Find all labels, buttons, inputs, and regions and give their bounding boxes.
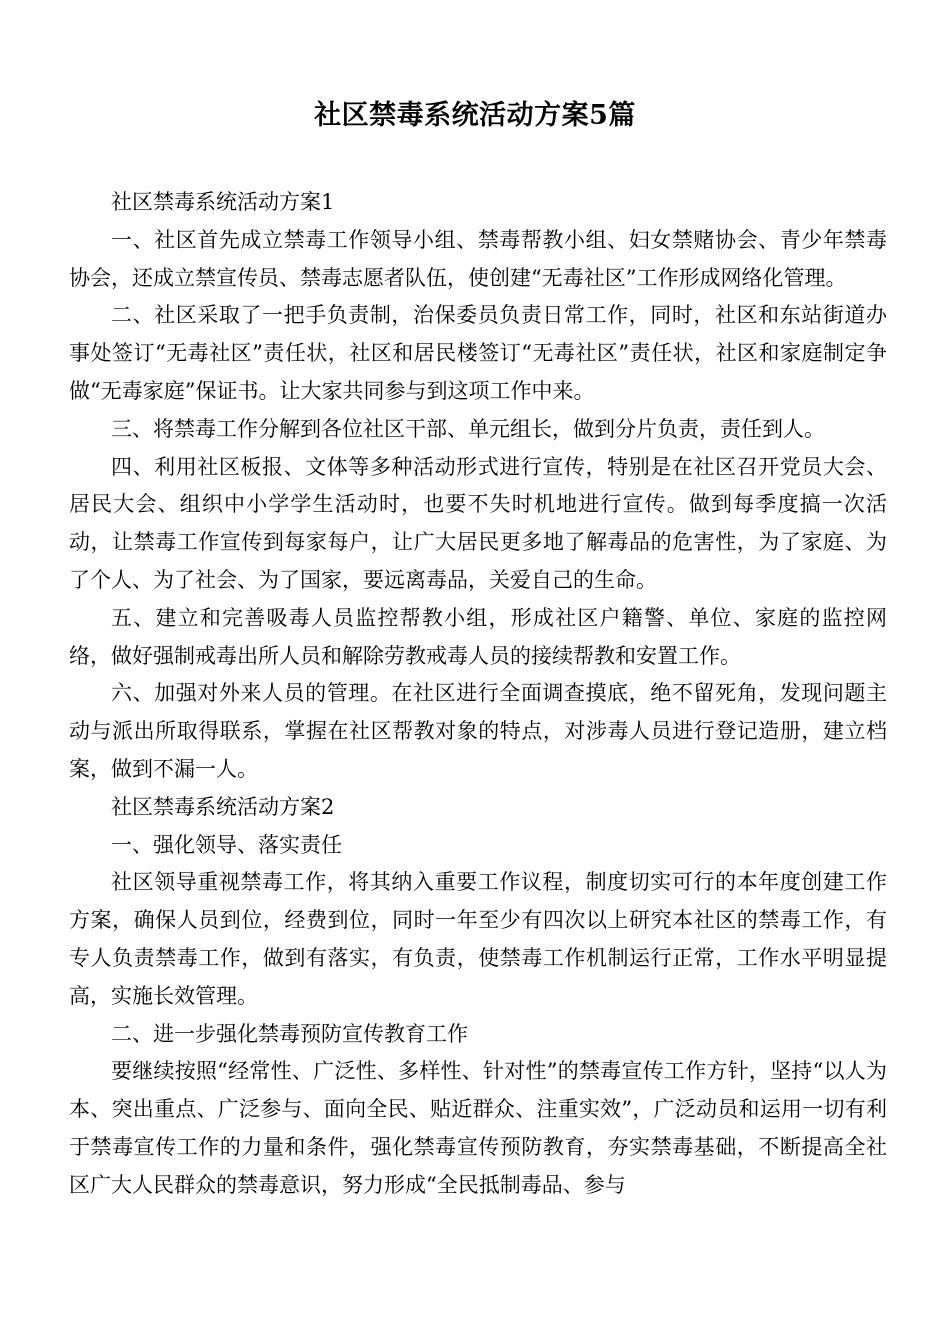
- paragraph: 一、强化领导、落实责任: [111, 832, 342, 857]
- paragraph: 二、进一步强化禁毒预防宣传教育工作: [111, 1021, 468, 1046]
- paragraph: 四、利用社区板报、文体等多种活动形式进行宣传，特别是在社区召开党员大会、居民大会、组织中小学学生活动时，也要不失时机地进行宣传。做到每季度搞一次活动，让禁毒工作宣传到每家每户，让广大居民更多地了解毒品的危害性，为了家庭、为了个人、为了社会、为了国家，要远离毒品，关爱自己的生命。: [69, 454, 887, 592]
- paragraph: 二、社区采取了一把手负责制，治保委员负责日常工作，同时，社区和东站街道办事处签订“无毒社区”责任状，社区和居民楼签订“无毒社区”责任状，社区和家庭制定争做“无毒家庭”保证书。让大家共同参与到这项工作中来。: [69, 303, 887, 403]
- paragraph: 要继续按照“经常性、广泛性、多样性、针对性”的禁毒宣传工作方针，坚持“以人为本、突出重点、广泛参与、面向全民、贴近群众、注重实效”，广泛动员和运用一切有利于禁毒宣传工作的力量和条件，强化禁毒宣传预防教育，夯实禁毒基础，不断提高全社区广大人民群众的禁毒意识，努力形成“全民抵制毒品、参与: [69, 1059, 887, 1197]
- document-body: [69, 184, 887, 1205]
- document-title: 社区禁毒系统活动方案5篇: [314, 100, 636, 131]
- paragraph: 社区领导重视禁毒工作，将其纳入重要工作议程，制度切实可行的本年度创建工作方案，确保人员到位，经费到位，同时一年至少有四次以上研究本社区的禁毒工作，有专人负责禁毒工作，做到有落实，有负责，使禁毒工作机制运行正常，工作水平明显提高，实施长效管理。: [69, 870, 887, 1008]
- paragraph: 六、加强对外来人员的管理。在社区进行全面调查摸底，绝不留死角，发现问题主动与派出所取得联系，掌握在社区帮教对象的特点，对涉毒人员进行登记造册，建立档案，做到不漏一人。: [69, 681, 887, 781]
- paragraph: 一、社区首先成立禁毒工作领导小组、禁毒帮教小组、妇女禁赌协会、青少年禁毒协会，还成立禁宣传员、禁毒志愿者队伍，使创建“无毒社区”工作形成网络化管理。: [69, 227, 887, 290]
- paragraph-section-heading-2: 社区禁毒系统活动方案2: [111, 794, 335, 819]
- paragraph: 五、建立和完善吸毒人员监控帮教小组，形成社区户籍警、单位、家庭的监控网络，做好强制戒毒出所人员和解除劳教戒毒人员的接续帮教和安置工作。: [69, 605, 887, 668]
- paragraph-section-heading-1: 社区禁毒系统活动方案1: [111, 190, 335, 214]
- paragraph: 三、将禁毒工作分解到各位社区干部、单元组长，做到分片负责，责任到人。: [111, 416, 825, 441]
